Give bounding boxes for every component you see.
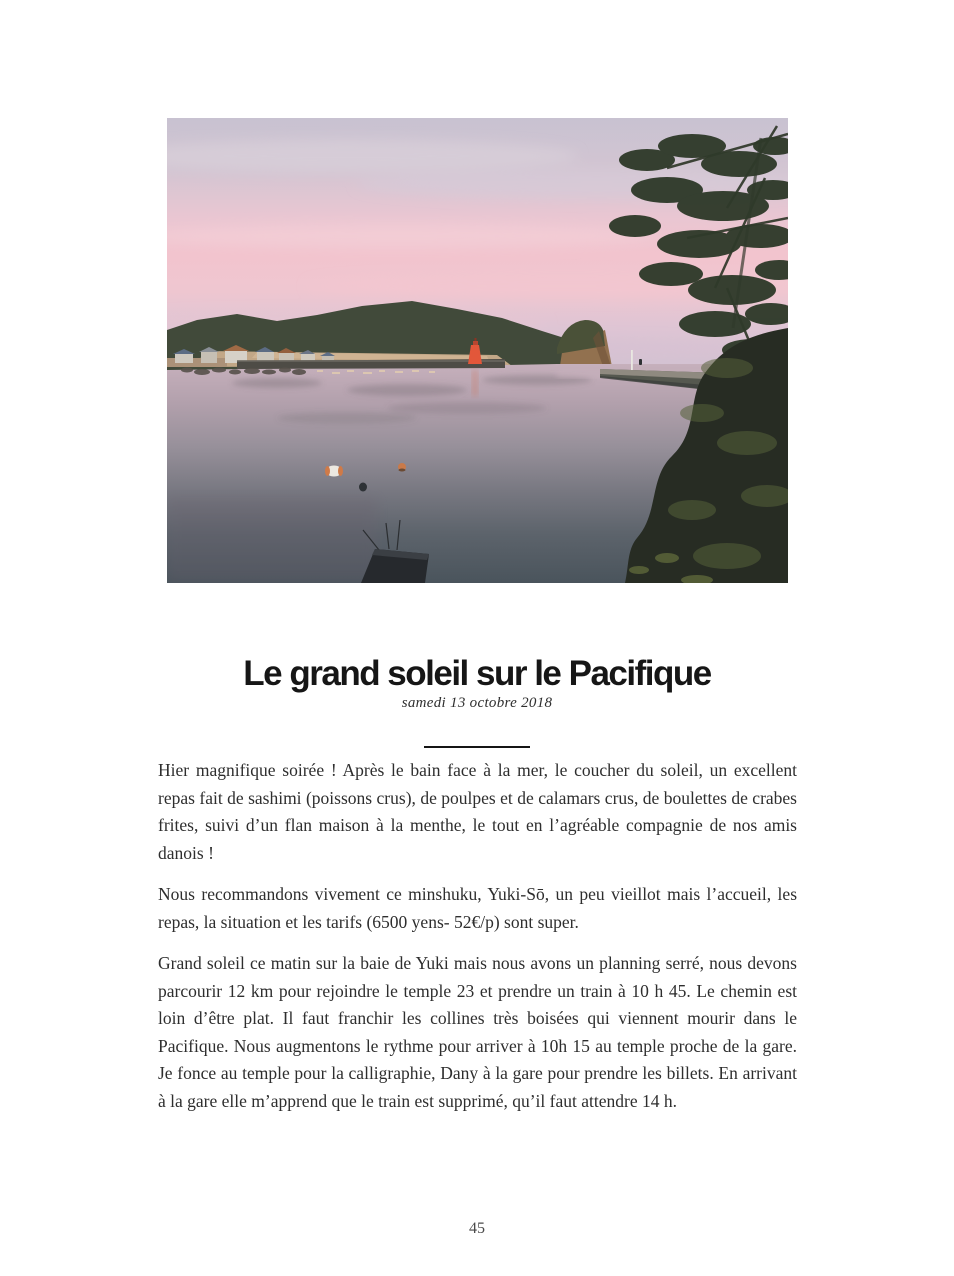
section-divider	[424, 746, 530, 748]
water-purple-tint	[167, 498, 377, 583]
article-date: samedi 13 octobre 2018	[401, 695, 553, 711]
paragraph-1: Hier magnifique soirée ! Après le bain face à la mer, le coucher du soleil, un excellent repas fait de sashimi (poissons crus), de poulpes et de calamars crus, de boulettes de crabes frites, suivi d’un flan maison à la menthe, le tout en l’agréable compagnie de nos amis danois !	[158, 760, 797, 863]
pier-lamp-pole	[631, 350, 633, 370]
paragraph-2: Nous recommandons vivement ce minshuku, Yuki-Sō, un peu vieillot mais l’accueil, les repas, la situation et les tarifs (6500 yens- 52€/p) sont super.	[158, 884, 797, 932]
lighthouse-reflection	[472, 370, 478, 396]
article-title: Le grand soleil sur le Pacifique	[243, 654, 711, 693]
page-number: 45	[469, 1220, 485, 1237]
bay-photo-svg	[167, 118, 788, 583]
article-body	[158, 757, 797, 1129]
pier-figure	[639, 359, 642, 365]
stone-jetty	[237, 359, 505, 369]
article-photo	[167, 118, 788, 583]
paragraph-3: Grand soleil ce matin sur la baie de Yuki mais nous avons un planning serré, nous devons parcourir 12 km pour rejoindre le temple 23 et prendre un train à 10 h 45. Le chemin est loin d’être plat. Il faut franchir les collines très boisées qui viennent mourir dans le Pacifique. Nous augmentons le rythme pour arriver à 10h 15 au temple proche de la gare. Je fonce au temple pour la calligraphie, Dany à la gare pour prendre les billets. En arrivant à la gare elle m’apprend que le train est supprimé, qu’il faut attendre 14 h.	[158, 953, 797, 1111]
